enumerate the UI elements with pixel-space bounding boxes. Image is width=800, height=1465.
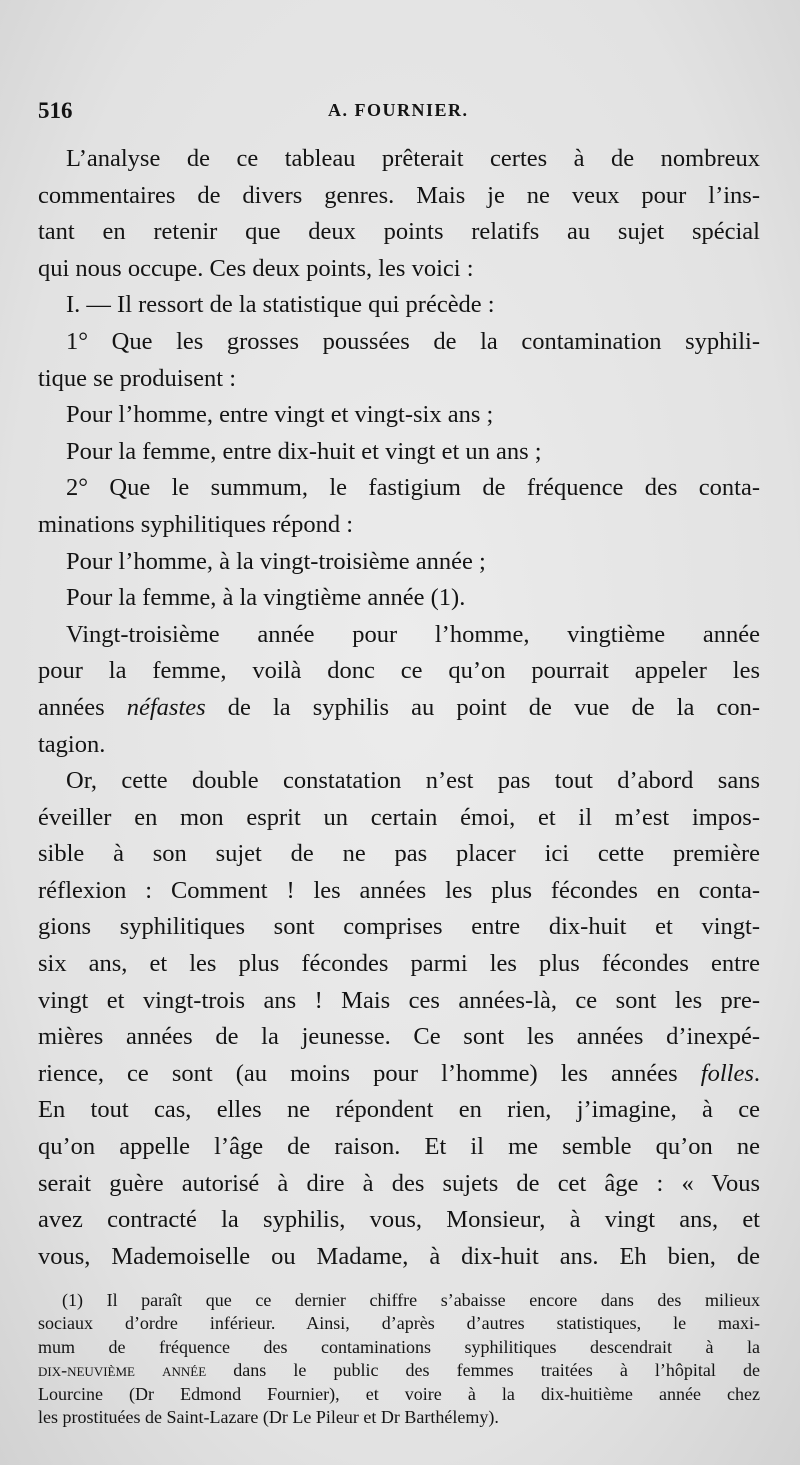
text-line: 1° Que les grosses poussées de la contamination syphili- <box>66 327 760 355</box>
text-line: Pour la femme, à la vingtième année (1). <box>66 584 466 612</box>
text-line: pour la femme, voilà donc ce qu’on pourrait appeler les <box>38 657 760 685</box>
text-line: Vingt-troisième année pour l’homme, vingtième année <box>66 620 760 648</box>
text-line: minations syphilitiques répond : <box>38 510 354 538</box>
text-line <box>38 1056 760 1093</box>
text-line: Pour l’homme, entre vingt et vingt-six ans ; <box>66 401 494 429</box>
italic-word: folles <box>700 1059 754 1087</box>
text-line: 2° Que le summum, le fastigium de fréquence des conta- <box>66 474 760 502</box>
text-segment: de la syphilis au point de vue de la con- <box>205 693 760 721</box>
footnote-line: mum de fréquence des contaminations syphilitiques descendrait à la <box>38 1336 760 1357</box>
page-header <box>38 98 762 128</box>
page-number: 516 <box>38 98 73 123</box>
footnote-line: (1) Il paraît que ce dernier chiffre s’abaisse encore dans des milieux <box>62 1290 760 1310</box>
text-line: I. — Il ressort de la statistique qui précède : <box>66 291 495 319</box>
text-line: vous, Mademoiselle ou Madame, à dix-huit ans. Eh bien, de <box>38 1242 760 1270</box>
text-line: avez contracté la syphilis, vous, Monsieur, à vingt ans, et <box>38 1206 760 1234</box>
text-line: sible à son sujet de ne pas placer ici cette première <box>38 840 760 868</box>
text-line <box>38 690 760 727</box>
footnote-line: sociaux d’ordre inférieur. Ainsi, d’après d’autres statistiques, le maxi- <box>38 1313 760 1334</box>
text-line: Or, cette double constatation n’est pas tout d’abord sans <box>66 767 760 795</box>
text-segment: années <box>38 693 127 721</box>
text-segment: . <box>753 1059 760 1087</box>
running-title: A. FOURNIER. <box>328 100 469 120</box>
text-line: tagion. <box>38 730 106 758</box>
small-caps-phrase: dix-neuvième année <box>38 1360 207 1381</box>
text-line: réflexion : Comment ! les années les plus fécondes en conta- <box>38 876 760 904</box>
text-line: six ans, et les plus fécondes parmi les plus fécondes entre <box>38 950 760 978</box>
text-line: En tout cas, elles ne répondent en rien, j’imagine, à ce <box>38 1096 760 1124</box>
text-line: serait guère autorisé à dire à des sujets de cet âge : « Vous <box>38 1169 760 1197</box>
text-line: L’analyse de ce tableau prêterait certes à de nombreux <box>66 145 760 172</box>
footnote <box>38 1289 760 1429</box>
footnote-line: les prostituées de Saint-Lazare (Dr Le Pileur et Dr Barthélemy). <box>38 1406 499 1427</box>
text-line: gions syphilitiques sont comprises entre dix-huit et vingt- <box>38 913 760 941</box>
text-line: mières années de la jeunesse. Ce sont les années d’inexpé- <box>38 1023 760 1051</box>
text-line: Pour la femme, entre dix-huit et vingt et un ans ; <box>66 437 542 465</box>
text-line: tique se produisent : <box>38 364 237 392</box>
footnote-line: Lourcine (Dr Edmond Fournier), et voire à la dix-huitième année chez <box>38 1383 760 1404</box>
italic-word: néfastes <box>126 693 206 721</box>
text-line: Pour l’homme, à la vingt-troisième année ; <box>66 547 486 575</box>
text-line: commentaires de divers genres. Mais je ne veux pour l’ins- <box>38 181 760 209</box>
text-line: qu’on appelle l’âge de raison. Et il me semble qu’on ne <box>38 1133 760 1161</box>
main-text <box>38 141 760 1275</box>
text-line: tant en retenir que deux points relatifs au sujet spécial <box>38 218 760 246</box>
footnote-line <box>38 1359 760 1382</box>
text-line: qui nous occupe. Ces deux points, les voici : <box>38 254 474 282</box>
text-line: éveiller en mon esprit un certain émoi, et il m’est impos- <box>38 803 760 831</box>
text-segment: rience, ce sont (au moins pour l’homme) les années <box>38 1059 701 1087</box>
text-line: vingt et vingt-trois ans ! Mais ces années-là, ce sont les pre- <box>38 986 760 1014</box>
text-segment: dans le public des femmes traitées à l’hôpital de <box>206 1360 760 1381</box>
